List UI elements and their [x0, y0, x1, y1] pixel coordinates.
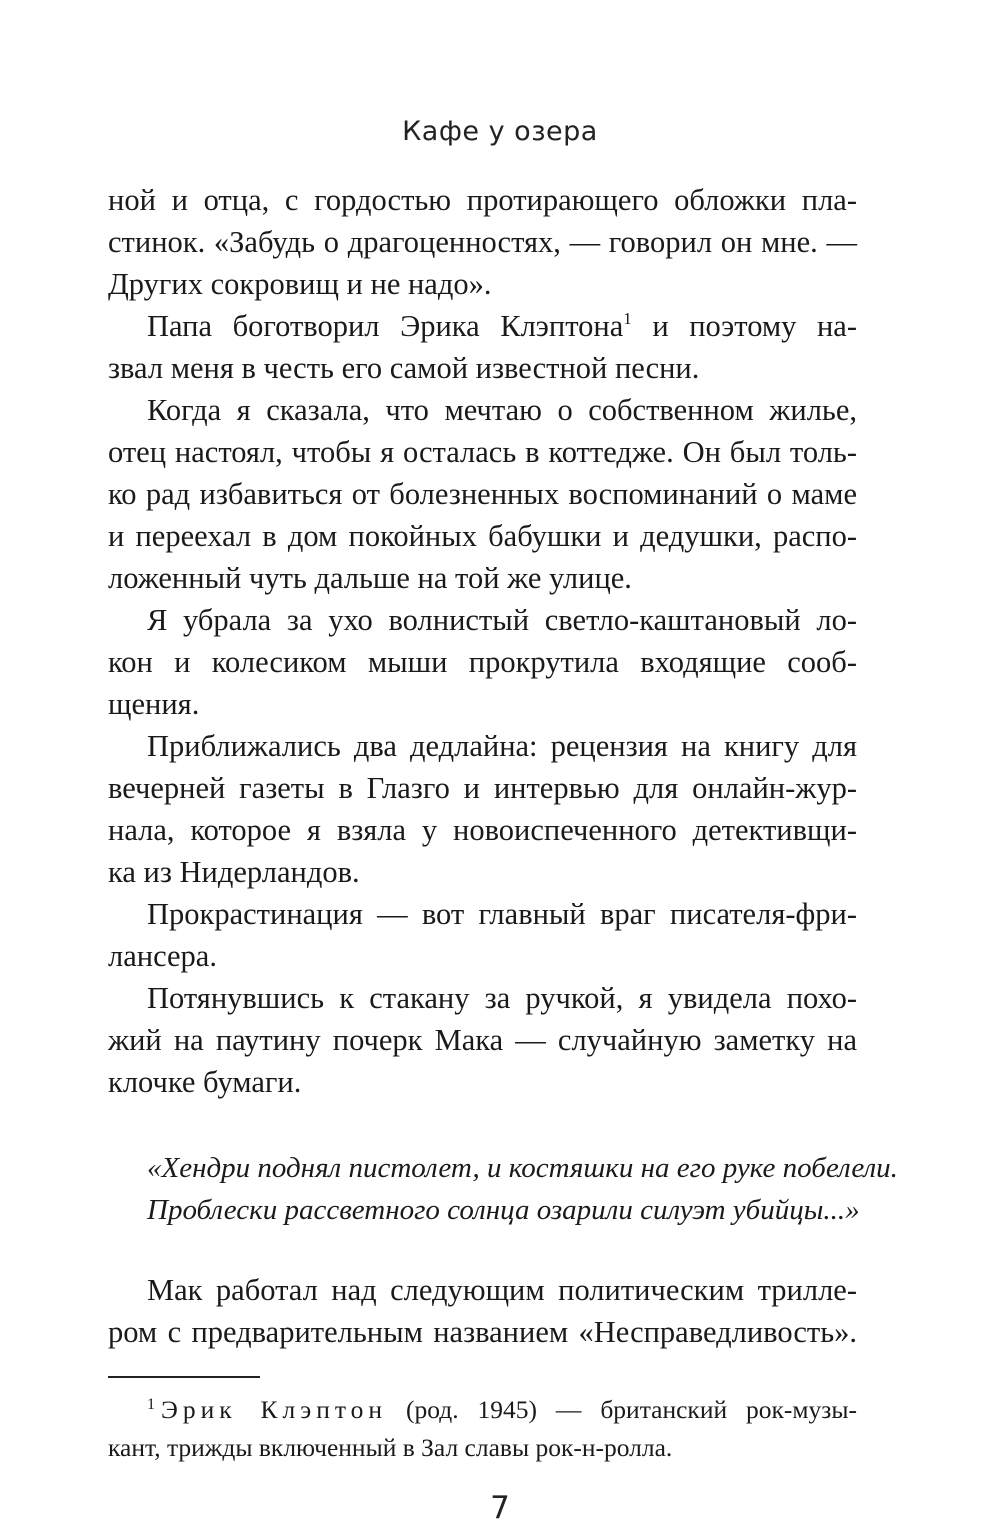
running-header: Кафе у озера [402, 116, 598, 147]
body-line-part: и поэтому на- [652, 309, 857, 343]
footnote-divider [108, 1376, 260, 1378]
body-line: Когда я сказала, что мечтаю о собственном жилье, [147, 393, 857, 427]
body-line: и переехал в дом покойных бабушки и дедушки, распо- [108, 519, 857, 553]
body-line: жий на паутину почерк Мака — случайную заметку на [108, 1023, 857, 1057]
footnote-text: (род. 1945) — британский рок-музы- [405, 1395, 857, 1424]
body-line: кон и колесиком мыши прокрутила входящие сооб- [108, 645, 857, 679]
body-line: Я убрала за ухо волнистый светло-каштановый ло- [147, 603, 857, 637]
body-line-with-footnote-ref [147, 306, 857, 351]
body-line: клочке бумаги. [108, 1065, 302, 1099]
quote-line: «Хендри поднял пистолет, и костяшки на его руке побелели. [147, 1152, 898, 1184]
body-line: ром с предварительным названием «Несправедливость». [108, 1315, 857, 1349]
body-line: Прокрастинация — вот главный враг писателя-фри- [147, 897, 857, 931]
footnote-line: кант, трижды включенный в Зал славы рок-н-ролла. [108, 1433, 673, 1462]
body-line: звал меня в честь его самой известной песни. [108, 351, 700, 385]
body-line: Других сокровищ и не надо». [108, 267, 492, 301]
body-line: лансера. [108, 939, 217, 973]
body-line: ложенный чуть дальше на той же улице. [108, 561, 632, 595]
body-line: вечерней газеты в Глазго и интервью для онлайн-жур- [108, 771, 857, 805]
body-line: ко рад избавиться от болезненных воспоминаний о маме [108, 477, 857, 511]
body-line: отец настоял, чтобы я осталась в коттедже. Он был толь- [108, 435, 857, 469]
body-line: щения. [108, 687, 200, 721]
body-line: ка из Нидерландов. [108, 855, 360, 889]
body-line-part: Папа боготворил Эрика Клэптона [147, 309, 624, 343]
body-line: Мак работал над следующим политическим трилле- [147, 1273, 857, 1307]
footnote-line [147, 1392, 857, 1432]
footnote-name: Эрик Клэптон [161, 1395, 388, 1424]
footnote-reference[interactable]: 1 [623, 309, 632, 328]
quote-line: Проблески рассветного солнца озарили силуэт убийцы...» [147, 1194, 860, 1226]
body-line: нала, которое я взяла у новоиспеченного детективщи- [108, 813, 857, 847]
page-number: 7 [490, 1490, 510, 1526]
body-line: Потянувшись к стакану за ручкой, я увидела похо- [147, 981, 857, 1015]
body-line: ной и отца, с гордостью протирающего обложки пла- [108, 183, 857, 217]
footnote-number: 1 [147, 1396, 155, 1413]
body-line: Приближались два дедлайна: рецензия на книгу для [147, 729, 857, 763]
body-line: стинок. «Забудь о драгоценностях, — говорил он мне. — [108, 225, 857, 259]
